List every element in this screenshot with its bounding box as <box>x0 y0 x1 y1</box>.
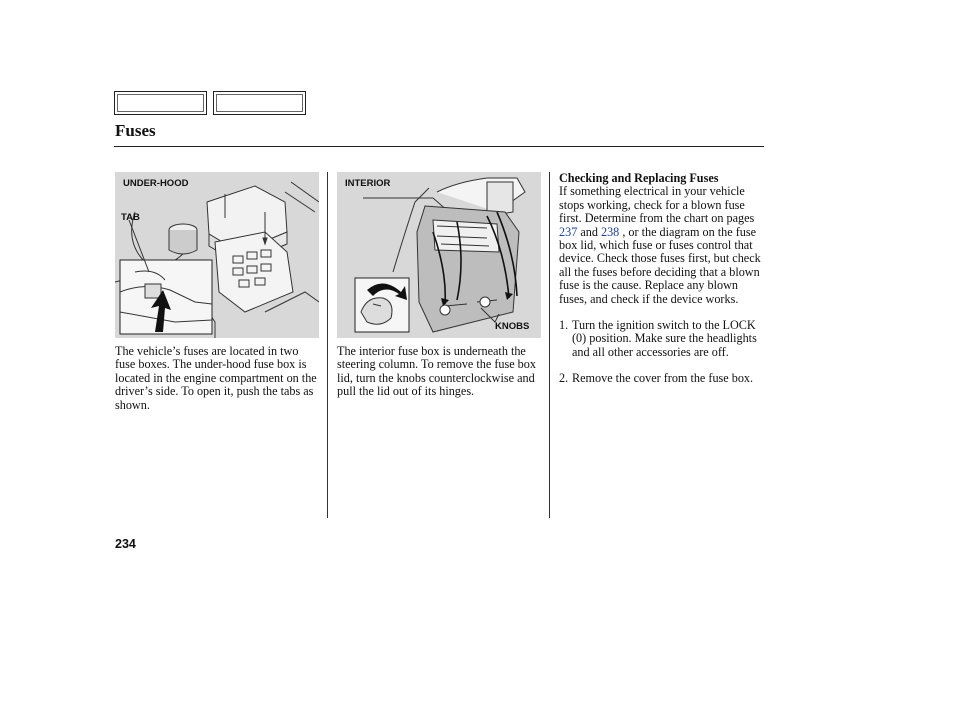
next-page-button[interactable] <box>213 91 306 115</box>
step-1 <box>559 319 765 359</box>
underhood-description: The vehicle’s fuses are located in two fuse boxes. The under-hood fuse box is located in the engine compartment on the driver’s side. To open it, push the tabs as shown. <box>115 344 317 412</box>
tab-closeup-inset <box>115 172 319 338</box>
knobs-label: KNOBS <box>495 321 530 332</box>
step-number: 1. <box>559 318 569 333</box>
title-rule <box>114 146 764 147</box>
step-text: Turn the ignition switch to the LOCK (0) position. Make sure the headlights and all other accessories are off. <box>572 318 757 359</box>
page-link-237[interactable]: 237 <box>559 224 578 239</box>
underhood-label: UNDER-HOOD <box>123 178 189 189</box>
previous-page-button[interactable] <box>114 91 207 115</box>
column-divider <box>327 172 328 518</box>
intro-text: If something electrical in your vehicle stops working, check for a blown fuse first. Determine from the chart on pages <box>559 184 755 226</box>
step-2 <box>559 372 765 385</box>
and-word: and <box>580 224 598 239</box>
interior-description: The interior fuse box is underneath the steering column. To remove the fuse box lid, turn the knobs counterclockwise and pull the lid out of its hinges. <box>337 344 536 399</box>
page-number: 234 <box>115 537 136 551</box>
underhood-fuse-box-illustration <box>115 172 319 338</box>
step-text: Remove the cover from the fuse box. <box>572 371 754 386</box>
column-divider <box>549 172 550 518</box>
interior-label: INTERIOR <box>345 178 391 189</box>
intro-paragraph <box>559 185 765 306</box>
interior-drawing <box>337 172 541 338</box>
page-link-238[interactable]: 238 <box>600 224 620 239</box>
section-heading: Checking and Replacing Fuses <box>559 171 719 185</box>
checking-fuses-section <box>559 172 765 386</box>
intro-text-continued: , or the diagram on the fuse box lid, which fuse or fuses control that device. Check those fuses first, but check all the fuses before deciding that a blown fuse is the cause. Replace any blown fuses, and check if the device works. <box>559 224 761 306</box>
tab-label: TAB <box>121 212 140 223</box>
page-title: Fuses <box>115 121 156 140</box>
interior-fuse-box-illustration <box>337 172 541 338</box>
step-number: 2. <box>559 371 569 386</box>
